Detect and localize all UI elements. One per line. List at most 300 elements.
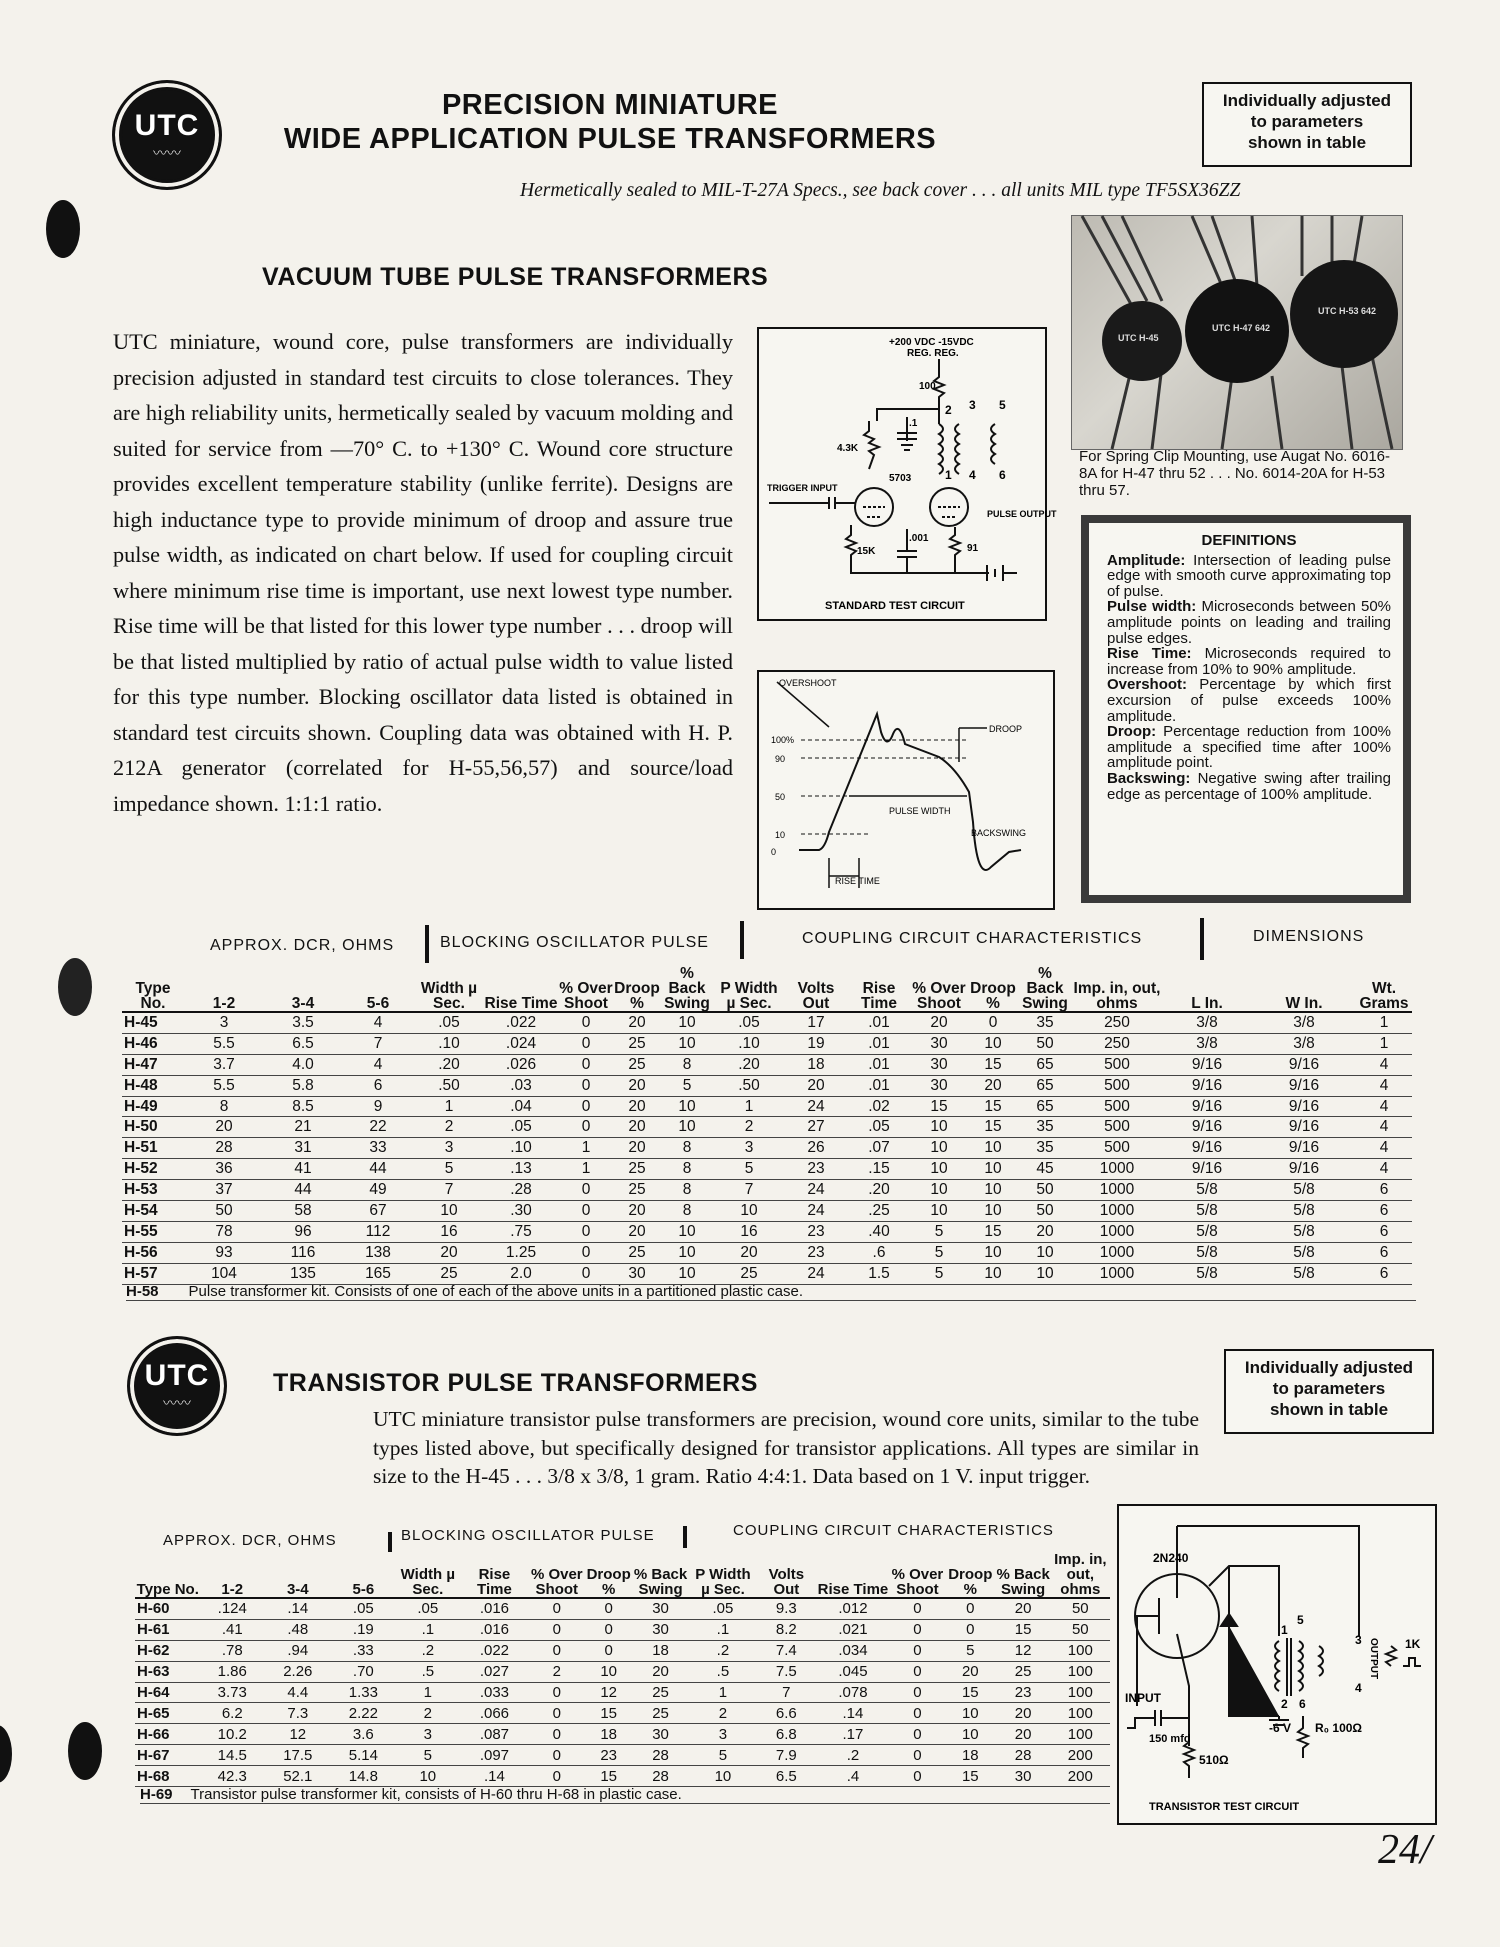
table-cell: 10.2: [201, 1724, 264, 1745]
circuit-r15k-label: 15K: [857, 546, 876, 557]
binder-hole-top: [46, 200, 80, 258]
transistor-col-header: % Over Shoot: [890, 1552, 945, 1598]
table-cell: 28: [184, 1138, 264, 1159]
transistor-circuit-primary-coil: [1275, 1641, 1279, 1691]
note-line-3: shown in table: [1247, 133, 1367, 152]
table-cell: 25: [996, 1661, 1051, 1682]
table-cell: 0: [558, 1012, 614, 1033]
table-cell: 7.3: [264, 1703, 332, 1724]
vacuum-col-header: 1-2: [184, 966, 264, 1012]
table-row: [122, 1263, 1412, 1284]
table-cell: .05: [332, 1598, 395, 1619]
table-cell: .027: [461, 1661, 529, 1682]
type-number-cell: H-52: [122, 1159, 184, 1180]
table-row: [122, 1117, 1412, 1138]
table-cell: .14: [264, 1598, 332, 1619]
table-cell: 35: [1018, 1138, 1072, 1159]
table-cell: 10: [910, 1180, 968, 1201]
type-number-cell: H-56: [122, 1242, 184, 1263]
table-cell: 20: [614, 1201, 660, 1222]
circuit-reg-label: REG. REG.: [907, 348, 959, 359]
table-cell: 5: [945, 1640, 996, 1661]
type-number-cell: H-68: [135, 1766, 201, 1787]
table-cell: 0: [890, 1724, 945, 1745]
transistor-col-header: 5-6: [332, 1552, 395, 1598]
table-cell: 3: [689, 1724, 757, 1745]
table-cell: 2.22: [332, 1703, 395, 1724]
table-cell: 10: [660, 1242, 714, 1263]
table-cell: 4: [1356, 1096, 1412, 1117]
table-cell: 1: [558, 1138, 614, 1159]
table-cell: 3.6: [332, 1724, 395, 1745]
vacuum-col-header: % Over Shoot: [910, 966, 968, 1012]
table-cell: 58: [264, 1201, 342, 1222]
table-cell: 100: [1051, 1724, 1110, 1745]
title-line-2: WIDE APPLICATION PULSE TRANSFORMERS: [283, 123, 937, 155]
vacuum-col-header: % Back Swing: [660, 966, 714, 1012]
table-cell: 0: [558, 1033, 614, 1054]
table-cell: 5/8: [1252, 1263, 1356, 1284]
table-cell: .10: [414, 1033, 484, 1054]
circuit-pin-4: 4: [969, 468, 976, 482]
table-cell: 15: [945, 1766, 996, 1787]
table-cell: 9/16: [1162, 1138, 1252, 1159]
table-cell: 20: [945, 1661, 996, 1682]
table-cell: 30: [614, 1263, 660, 1284]
table-cell: .15: [848, 1159, 910, 1180]
waveform-overshoot-label: OVERSHOOT: [779, 678, 837, 688]
table-cell: 1000: [1072, 1242, 1162, 1263]
table-cell: 7: [714, 1180, 784, 1201]
binder-hole-edge: [0, 1725, 12, 1783]
circuit-caption: STANDARD TEST CIRCUIT: [825, 600, 965, 612]
table-row: [122, 1033, 1412, 1054]
table-cell: .33: [332, 1640, 395, 1661]
table-cell: 96: [264, 1221, 342, 1242]
table-cell: .5: [395, 1661, 461, 1682]
header-subtitle: Hermetically sealed to MIL-T-27A Specs., see back cover . . . all units MIL type TF5SX36ZZ: [520, 180, 1241, 201]
circuit-r91-resistor: [950, 527, 960, 573]
table-cell: 5: [660, 1075, 714, 1096]
table-cell: 5.14: [332, 1745, 395, 1766]
definition-pulse-width: Pulse width: Microseconds between 50% amplitude points on leading and trailing pulse edges.: [1107, 598, 1391, 647]
note-line-2: to parameters: [1250, 112, 1364, 131]
type-number-cell: H-60: [135, 1598, 201, 1619]
table-cell: 2.0: [484, 1263, 558, 1284]
table-cell: 31: [264, 1138, 342, 1159]
circuit-supply-label: +200 VDC -15VDC: [889, 337, 974, 348]
table-cell: 5/8: [1252, 1221, 1356, 1242]
vacuum-kit-type: H-58: [126, 1283, 159, 1300]
table-cell: 0: [558, 1180, 614, 1201]
table-cell: 10: [910, 1201, 968, 1222]
vacuum-col-header: P Width µ Sec.: [714, 966, 784, 1012]
table-cell: 100: [1051, 1703, 1110, 1724]
table-cell: .2: [816, 1745, 890, 1766]
table-cell: 6.2: [201, 1703, 264, 1724]
table-cell: .5: [689, 1661, 757, 1682]
table-cell: 3.73: [201, 1682, 264, 1703]
standard-test-circuit: [757, 327, 1057, 621]
table-cell: .033: [461, 1682, 529, 1703]
table-cell: 9/16: [1162, 1096, 1252, 1117]
table-row: [122, 1075, 1412, 1096]
table-cell: 50: [1018, 1033, 1072, 1054]
table-row: [135, 1745, 1110, 1766]
transistor-col-header: % Back Swing: [996, 1552, 1051, 1598]
table-cell: 67: [342, 1201, 414, 1222]
table-cell: 8: [660, 1054, 714, 1075]
table-cell: 1000: [1072, 1201, 1162, 1222]
table-cell: 12: [996, 1640, 1051, 1661]
transistor-circuit-ro: R₀ 100Ω: [1315, 1721, 1363, 1735]
table-cell: 3/8: [1162, 1033, 1252, 1054]
table-cell: .01: [848, 1075, 910, 1096]
transistor-circuit-2n240: 2N240: [1153, 1551, 1189, 1565]
definition-backswing: Backswing: Negative swing after trailing edge as percentage of 100% amplitude.: [1107, 769, 1391, 803]
table-cell: 0: [528, 1766, 585, 1787]
table-cell: 18: [945, 1745, 996, 1766]
logo-wave-icon-transistor: 〰〰: [163, 1397, 191, 1412]
table-cell: 10: [968, 1263, 1018, 1284]
table-cell: 9.3: [757, 1598, 816, 1619]
table-cell: 2: [414, 1117, 484, 1138]
table-row: [135, 1598, 1110, 1619]
table-cell: 26: [784, 1138, 848, 1159]
table-cell: 116: [264, 1242, 342, 1263]
transistor-data-table: [135, 1552, 1110, 1787]
table-cell: 7: [757, 1682, 816, 1703]
waveform-pulse-curve: [799, 714, 1021, 870]
table-cell: 0: [558, 1263, 614, 1284]
table-cell: 15: [968, 1117, 1018, 1138]
type-number-cell: H-57: [122, 1263, 184, 1284]
table-cell: .045: [816, 1661, 890, 1682]
table-cell: .1: [689, 1619, 757, 1640]
waveform-backswing-label: BACKSWING: [971, 828, 1027, 838]
table-row: [122, 1159, 1412, 1180]
waveform-droop-label: DROOP: [989, 724, 1023, 734]
table-cell: 25: [632, 1703, 689, 1724]
vacuum-data-table: [122, 966, 1412, 1285]
table-cell: 6: [342, 1075, 414, 1096]
table-cell: 35: [1018, 1117, 1072, 1138]
type-number-cell: H-62: [135, 1640, 201, 1661]
table-cell: 200: [1051, 1766, 1110, 1787]
table-cell: 10: [660, 1096, 714, 1117]
table-cell: 10: [968, 1033, 1018, 1054]
table-row: [122, 1201, 1412, 1222]
table-cell: 9/16: [1162, 1054, 1252, 1075]
table-cell: 6: [1356, 1221, 1412, 1242]
table-cell: 20: [614, 1117, 660, 1138]
note-line-1: Individually adjusted: [1222, 91, 1392, 110]
table-cell: 50: [1051, 1619, 1110, 1640]
table-cell: 18: [632, 1640, 689, 1661]
transistor-kit-row: [140, 1786, 1110, 1804]
table-row: [135, 1766, 1110, 1787]
table-cell: 15: [996, 1619, 1051, 1640]
table-cell: .20: [848, 1180, 910, 1201]
transistor-circuit-caption: TRANSISTOR TEST CIRCUIT: [1149, 1801, 1300, 1813]
table-cell: 15: [585, 1703, 632, 1724]
table-cell: .01: [848, 1012, 910, 1033]
table-cell: 23: [996, 1682, 1051, 1703]
transistor-circuit-diode: [1221, 1566, 1279, 1716]
table-cell: 10: [585, 1661, 632, 1682]
table-cell: 65: [1018, 1075, 1072, 1096]
table-cell: 8: [660, 1180, 714, 1201]
table-cell: 10: [945, 1703, 996, 1724]
table-cell: 10: [714, 1201, 784, 1222]
table-cell: 25: [714, 1263, 784, 1284]
table-cell: 1.25: [484, 1242, 558, 1263]
table-cell: .07: [848, 1138, 910, 1159]
table-cell: .20: [714, 1054, 784, 1075]
table-cell: 50: [1018, 1201, 1072, 1222]
vacuum-group-dimensions: DIMENSIONS: [1253, 928, 1365, 945]
table-cell: 0: [558, 1242, 614, 1263]
page-number: [1378, 1826, 1432, 1874]
pulse-waveform-diagram: [757, 670, 1055, 910]
type-number-cell: H-51: [122, 1138, 184, 1159]
transistor-col-header: % Back Swing: [632, 1552, 689, 1598]
page-title: [230, 88, 990, 156]
transistor-circuit-pin-4: 4: [1355, 1681, 1362, 1695]
table-cell: 8: [184, 1096, 264, 1117]
table-row: [122, 1054, 1412, 1075]
photo-caption: For Spring Clip Mounting, use Augat No. 6016-8A for H-47 thru 52 . . . No. 6014-20A for H-53 thru 57.: [1079, 448, 1391, 499]
table-cell: 15: [968, 1096, 1018, 1117]
table-cell: 20: [996, 1703, 1051, 1724]
table-cell: 2: [689, 1703, 757, 1724]
table-cell: 8.2: [757, 1619, 816, 1640]
table-row: [135, 1640, 1110, 1661]
table-cell: 3: [714, 1138, 784, 1159]
table-cell: 8: [660, 1138, 714, 1159]
type-number-cell: H-46: [122, 1033, 184, 1054]
table-cell: 500: [1072, 1138, 1162, 1159]
table-cell: 28: [632, 1745, 689, 1766]
table-cell: .40: [848, 1221, 910, 1242]
type-number-cell: H-65: [135, 1703, 201, 1724]
table-cell: .20: [414, 1054, 484, 1075]
transistor-test-circuit: [1117, 1504, 1437, 1825]
table-cell: .078: [816, 1682, 890, 1703]
definition-droop: Droop: Percentage reduction from 100% amplitude a specified time after 100% amplitude point.: [1107, 723, 1391, 772]
transformers-photo: [1071, 215, 1403, 450]
table-cell: 17: [784, 1012, 848, 1033]
table-cell: 0: [890, 1661, 945, 1682]
table-cell: .50: [414, 1075, 484, 1096]
table-cell: 44: [264, 1180, 342, 1201]
transistor-col-header: Type No.: [135, 1552, 201, 1598]
table-cell: 30: [910, 1033, 968, 1054]
table-cell: .14: [461, 1766, 529, 1787]
transistor-note-line-2: to parameters: [1272, 1379, 1386, 1398]
table-cell: .75: [484, 1221, 558, 1242]
vacuum-col-header: W In.: [1252, 966, 1356, 1012]
table-cell: 0: [585, 1619, 632, 1640]
table-cell: 1: [689, 1682, 757, 1703]
table-cell: 30: [910, 1075, 968, 1096]
waveform-level-0: 0: [771, 847, 777, 857]
utc-logo: [112, 80, 222, 190]
vacuum-col-header: Volts Out: [784, 966, 848, 1012]
table-cell: 25: [614, 1242, 660, 1263]
table-cell: 7.4: [757, 1640, 816, 1661]
table-cell: .19: [332, 1619, 395, 1640]
table-cell: .05: [395, 1598, 461, 1619]
table-cell: 12: [585, 1682, 632, 1703]
table-row: [122, 1242, 1412, 1263]
table-cell: 0: [890, 1598, 945, 1619]
circuit-r100-label: 100: [919, 381, 936, 392]
type-number-cell: H-48: [122, 1075, 184, 1096]
table-cell: .016: [461, 1598, 529, 1619]
table-cell: .124: [201, 1598, 264, 1619]
table-cell: 0: [528, 1724, 585, 1745]
transistor-col-header: % Over Shoot: [528, 1552, 585, 1598]
table-cell: 37: [184, 1180, 264, 1201]
table-cell: 4.4: [264, 1682, 332, 1703]
logo-text-transistor: UTC: [144, 1359, 210, 1392]
type-number-cell: H-66: [135, 1724, 201, 1745]
circuit-tube-grids: [863, 507, 960, 517]
table-cell: 12: [264, 1724, 332, 1745]
table-cell: .50: [714, 1075, 784, 1096]
table-cell: 30: [632, 1598, 689, 1619]
transistor-col-header: Droop %: [585, 1552, 632, 1598]
table-cell: .026: [484, 1054, 558, 1075]
table-cell: 10: [1018, 1242, 1072, 1263]
table-cell: 30: [632, 1724, 689, 1745]
table-cell: 6: [1356, 1180, 1412, 1201]
table-cell: 20: [996, 1598, 1051, 1619]
table-cell: 5/8: [1162, 1221, 1252, 1242]
table-cell: .70: [332, 1661, 395, 1682]
table-cell: .01: [848, 1033, 910, 1054]
table-cell: 3/8: [1252, 1012, 1356, 1033]
table-cell: .14: [816, 1703, 890, 1724]
circuit-tube-label: 5703: [889, 473, 912, 484]
table-cell: 5/8: [1252, 1201, 1356, 1222]
adjusted-note-box: [1202, 82, 1412, 167]
circuit-r91-label: 91: [967, 543, 979, 554]
type-number-cell: H-50: [122, 1117, 184, 1138]
transistor-kit-text: Transistor pulse transformer kit, consists of H-60 thru H-68 in plastic case.: [190, 1786, 682, 1803]
table-cell: 1: [714, 1096, 784, 1117]
table-cell: 19: [784, 1033, 848, 1054]
table-cell: 9/16: [1162, 1159, 1252, 1180]
table-cell: .1: [395, 1619, 461, 1640]
table-cell: 5: [414, 1159, 484, 1180]
table-cell: 28: [632, 1766, 689, 1787]
type-number-cell: H-61: [135, 1619, 201, 1640]
table-cell: 4: [1356, 1117, 1412, 1138]
table-cell: 4: [1356, 1054, 1412, 1075]
table-cell: 250: [1072, 1033, 1162, 1054]
vacuum-col-header: L In.: [1162, 966, 1252, 1012]
table-cell: 24: [784, 1096, 848, 1117]
transistor-note-line-1: Individually adjusted: [1244, 1358, 1414, 1377]
table-cell: 5/8: [1252, 1180, 1356, 1201]
table-cell: .04: [484, 1096, 558, 1117]
table-cell: 4: [1356, 1075, 1412, 1096]
photo-label-h45: UTC H-45: [1118, 333, 1159, 343]
transistor-circuit-secondary-coil: [1299, 1641, 1323, 1691]
vacuum-col-header: Imp. in, out, ohms: [1072, 966, 1162, 1012]
table-cell: 21: [264, 1117, 342, 1138]
table-cell: 20: [614, 1096, 660, 1117]
vacuum-col-header: Type No.: [122, 966, 184, 1012]
table-cell: 9/16: [1252, 1075, 1356, 1096]
table-cell: 500: [1072, 1117, 1162, 1138]
table-cell: 1.33: [332, 1682, 395, 1703]
table-cell: 33: [342, 1138, 414, 1159]
table-cell: 6: [1356, 1263, 1412, 1284]
table-cell: 4: [1356, 1159, 1412, 1180]
table-cell: 25: [632, 1682, 689, 1703]
table-cell: .03: [484, 1075, 558, 1096]
table-cell: 1: [1356, 1012, 1412, 1033]
table-cell: .25: [848, 1201, 910, 1222]
table-cell: 4: [342, 1012, 414, 1033]
page-number-mark: /: [1420, 1827, 1432, 1873]
vacuum-group-coupling: COUPLING CIRCUIT CHARACTERISTICS: [802, 930, 1143, 947]
circuit-trigger-label: TRIGGER INPUT: [767, 483, 838, 493]
table-cell: .78: [201, 1640, 264, 1661]
table-cell: 5/8: [1162, 1180, 1252, 1201]
type-number-cell: H-64: [135, 1682, 201, 1703]
circuit-r43k-resistor: [864, 421, 879, 469]
transistor-note-line-3: shown in table: [1269, 1400, 1389, 1419]
waveform-rise-time-label: RISE TIME: [835, 876, 880, 886]
table-cell: 9/16: [1252, 1096, 1356, 1117]
table-cell: 0: [528, 1745, 585, 1766]
vacuum-group-dcr: APPROX. DCR, OHMS: [210, 937, 395, 954]
transistor-col-header: 1-2: [201, 1552, 264, 1598]
table-cell: 36: [184, 1159, 264, 1180]
table-cell: 0: [528, 1682, 585, 1703]
table-cell: 5: [689, 1745, 757, 1766]
waveform-pulse-width-label: PULSE WIDTH: [889, 806, 951, 816]
circuit-pin-6: 6: [999, 468, 1006, 482]
table-cell: .012: [816, 1598, 890, 1619]
transistor-group-dcr: APPROX. DCR, OHMS: [163, 1532, 337, 1549]
type-number-cell: H-49: [122, 1096, 184, 1117]
transistor-circuit-r510-resistor: [1184, 1742, 1194, 1778]
transistor-col-header: Rise Time: [461, 1552, 529, 1598]
table-cell: 10: [910, 1159, 968, 1180]
transistor-circuit-top-wire: [1177, 1526, 1359, 1636]
table-row: [135, 1724, 1110, 1745]
table-cell: 9/16: [1252, 1138, 1356, 1159]
table-cell: 165: [342, 1263, 414, 1284]
table-cell: 30: [632, 1619, 689, 1640]
table-cell: 10: [660, 1221, 714, 1242]
vacuum-group-divider-1: [425, 925, 429, 963]
table-cell: .41: [201, 1619, 264, 1640]
circuit-primary-coil: [939, 424, 943, 474]
definition-amplitude: Amplitude: Intersection of leading pulse edge with smooth curve approximating top of pulse.: [1107, 551, 1391, 600]
table-cell: 100: [1051, 1640, 1110, 1661]
table-cell: 23: [784, 1221, 848, 1242]
table-cell: 1.5: [848, 1263, 910, 1284]
table-cell: 7: [342, 1033, 414, 1054]
waveform-level-50: 50: [775, 792, 786, 802]
table-cell: 500: [1072, 1075, 1162, 1096]
